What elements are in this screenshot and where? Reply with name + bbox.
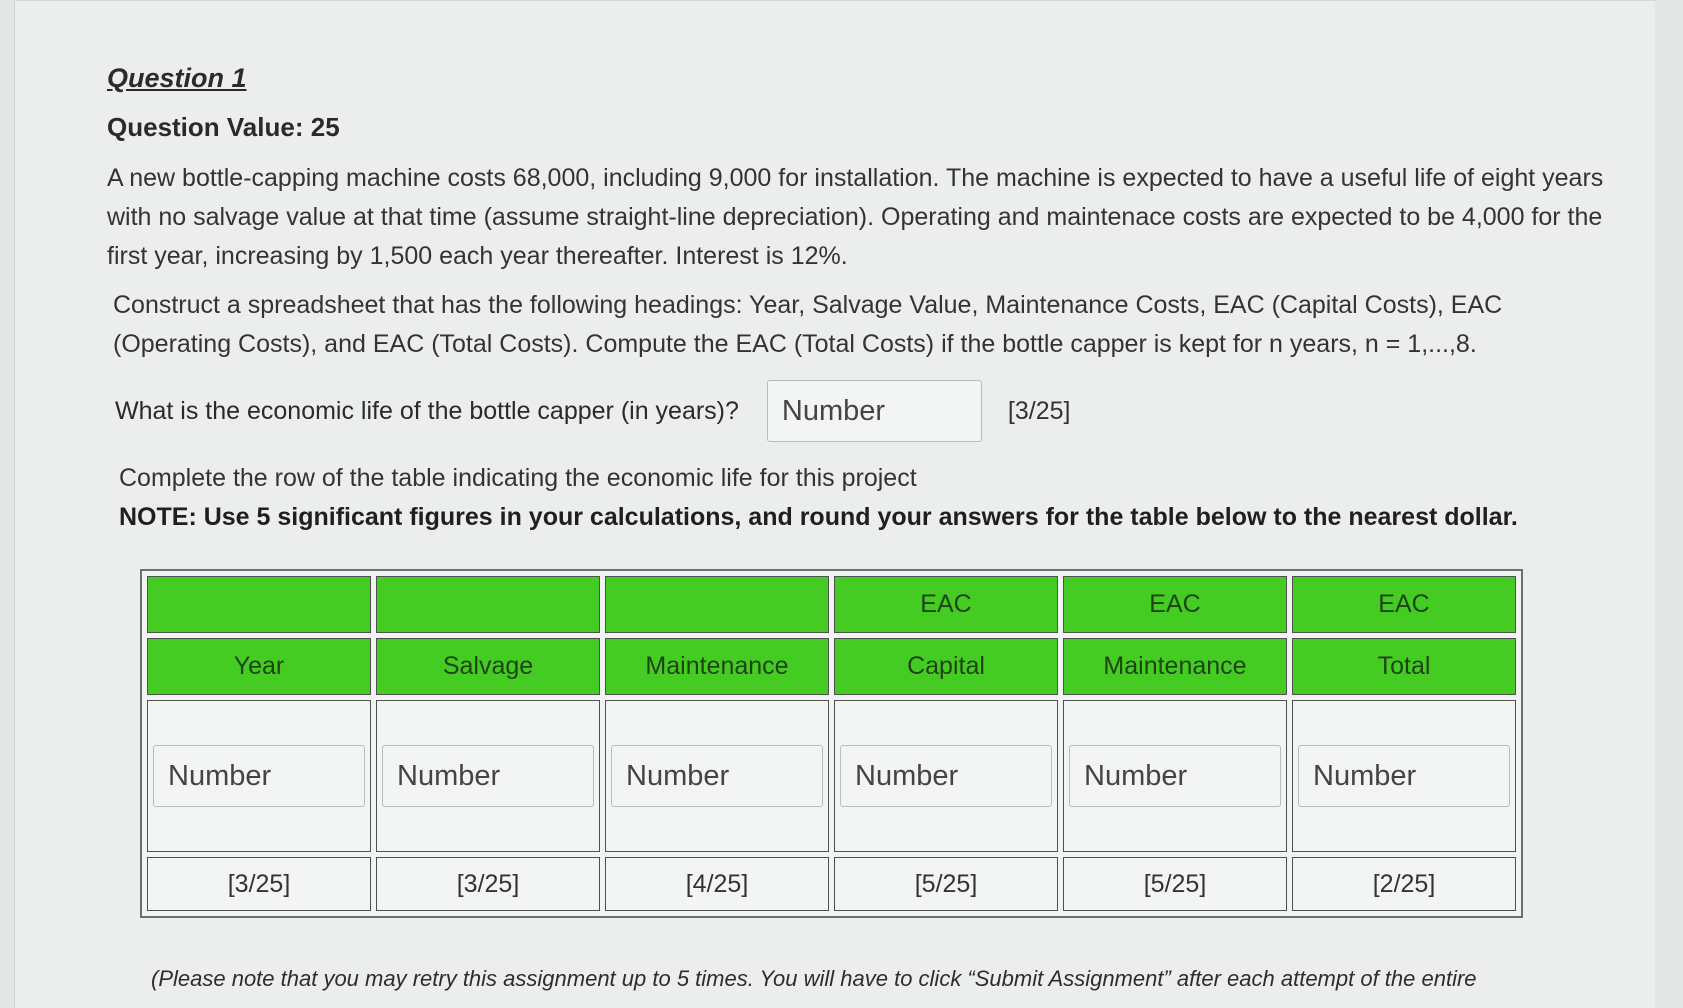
score-maintenance: [4/25] <box>605 857 829 911</box>
eac-maintenance-input[interactable] <box>1069 745 1281 807</box>
economic-life-label: What is the economic life of the bottle capper (in years)? <box>115 396 739 425</box>
year-placeholder: Number <box>168 759 272 792</box>
score-row <box>147 857 1516 911</box>
salvage-placeholder: Number <box>397 759 501 792</box>
score-eac-total: [2/25] <box>1292 857 1516 911</box>
score-eac-capital: [5/25] <box>834 857 1058 911</box>
score-eac-maintenance: [5/25] <box>1063 857 1287 911</box>
header-top-year <box>147 576 371 633</box>
question-value <box>107 112 1607 143</box>
header-top-eac-maintenance: EAC <box>1063 576 1287 633</box>
header-total: Total <box>1292 638 1516 695</box>
header-capital: Capital <box>834 638 1058 695</box>
cell-year <box>147 700 371 852</box>
header-top-maintenance <box>605 576 829 633</box>
score-salvage: [3/25] <box>376 857 600 911</box>
answer-table <box>140 569 1523 918</box>
header-salvage: Salvage <box>376 638 600 695</box>
eac-maintenance-placeholder: Number <box>1084 759 1188 792</box>
year-input[interactable] <box>153 745 365 807</box>
cell-salvage <box>376 700 600 852</box>
eac-capital-placeholder: Number <box>855 759 959 792</box>
rounding-note: NOTE: Use 5 significant figures in your calculations, and round your answers for the table below to the nearest dollar. <box>119 503 1518 531</box>
eac-total-placeholder: Number <box>1313 759 1417 792</box>
score-year: [3/25] <box>147 857 371 911</box>
cell-maintenance <box>605 700 829 852</box>
header-maintenance: Maintenance <box>605 638 829 695</box>
economic-life-input[interactable] <box>767 380 982 442</box>
eac-capital-input[interactable] <box>840 745 1052 807</box>
maintenance-placeholder: Number <box>626 759 730 792</box>
header-year: Year <box>147 638 371 695</box>
retry-note: (Please note that you may retry this assignment up to 5 times. You will have to click “Submit Assignment” after each attempt of the entire <box>151 966 1477 991</box>
cell-eac-maintenance <box>1063 700 1287 852</box>
header-row-top <box>147 576 1516 633</box>
header-top-eac-capital: EAC <box>834 576 1058 633</box>
eac-total-input[interactable] <box>1298 745 1510 807</box>
spreadsheet-instructions: Construct a spreadsheet that has the following headings: Year, Salvage Value, Maintenance Costs, EAC (Capital Costs), EAC (Operating Costs), and EAC (Total Costs). Compute the EAC (Total Costs) if the bottle capper is kept for n years, n = 1,...,8. <box>113 291 1503 358</box>
question-value-label: Question Value: <box>107 112 304 142</box>
header-row-bottom <box>147 638 1516 695</box>
question-page <box>14 0 1655 1008</box>
maintenance-input[interactable] <box>611 745 823 807</box>
question-title: Question 1 <box>107 63 247 93</box>
question-content <box>107 63 1607 532</box>
complete-row-instruction: Complete the row of the table indicating the economic life for this project <box>119 464 917 492</box>
economic-life-question <box>115 380 1607 442</box>
header-top-eac-total: EAC <box>1292 576 1516 633</box>
economic-life-placeholder: Number <box>781 394 886 427</box>
salvage-input[interactable] <box>382 745 594 807</box>
input-row <box>147 700 1516 852</box>
economic-life-score: [3/25] <box>1007 396 1071 425</box>
cell-eac-capital <box>834 700 1058 852</box>
cell-eac-total <box>1292 700 1516 852</box>
header-eac-maintenance: Maintenance <box>1063 638 1287 695</box>
problem-statement: A new bottle-capping machine costs 68,000, including 9,000 for installation. The machine is expected to have a useful life of eight years with no salvage value at that time (assume straight-line depreciation). Operating and maintenace costs are expected to be 4,000 for the first year, increasing by 1,500 each year thereafter. Interest is 12%. <box>107 164 1604 270</box>
question-value-number: 25 <box>310 112 340 142</box>
header-top-salvage <box>376 576 600 633</box>
